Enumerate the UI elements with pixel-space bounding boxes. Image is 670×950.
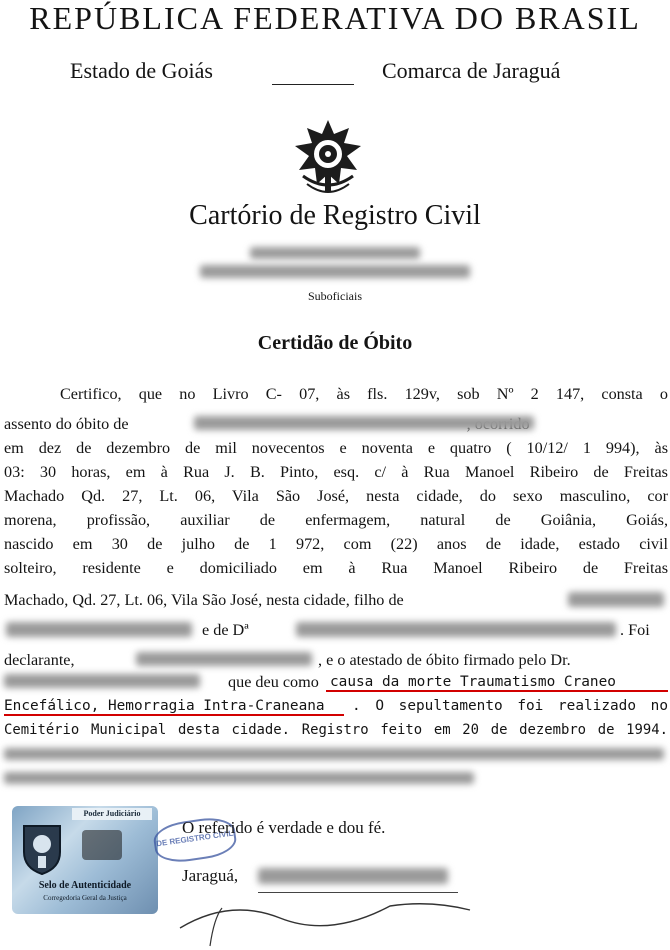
certificate-title: Certidão de Óbito <box>257 332 413 354</box>
redacted-name <box>4 674 200 688</box>
body-line: 03: 30 horas, em à Rua J. B. Pinto, esq. c/ à Rua Manoel Ribeiro de Freitas <box>4 463 668 481</box>
body-text: . Foi <box>620 621 650 639</box>
body-text: e de Dª <box>202 621 249 639</box>
office-name: Cartório de Registro Civil <box>189 200 481 231</box>
redacted-name <box>6 622 192 637</box>
cause-of-death-text: Encefálico, Hemorragia Intra-Craneana <box>4 698 325 714</box>
redacted-text <box>4 772 474 784</box>
comarca-label: Comarca de Jaraguá <box>382 58 561 83</box>
redacted-name <box>136 652 312 666</box>
redacted-text <box>4 748 664 760</box>
suboficiais-label: Suboficiais <box>308 289 362 303</box>
coat-of-arms-icon <box>289 118 367 200</box>
redacted-name <box>250 247 420 259</box>
body-text: Machado, Qd. 27, Lt. 06, Vila São José, nesta cidade, filho de <box>4 591 404 609</box>
signing-city: Jaraguá, <box>182 866 239 885</box>
cause-of-death-text: causa da morte Traumatismo Craneo <box>330 674 616 690</box>
body-text: que deu como <box>228 673 319 691</box>
document-title: REPÚBLICA FEDERATIVA DO BRASIL <box>29 0 641 36</box>
body-text: , e o atestado de óbito firmado pelo Dr. <box>318 651 571 669</box>
body-text: declarante, <box>4 651 75 669</box>
hologram-mark <box>82 830 122 860</box>
redacted-signature-name <box>258 868 448 884</box>
authenticity-seal <box>12 806 158 914</box>
body-line: Certifico, que no Livro C- 07, às fls. 129v, sob Nº 2 147, consta o <box>60 385 668 403</box>
body-text: . O sepultamento foi realizado no <box>352 698 668 714</box>
body-line: Cemitério Municipal desta cidade. Registro feito em 20 de dezembro de 1994. <box>4 722 668 738</box>
estado-label: Estado de Goiás <box>70 58 213 83</box>
seal-emblem-icon <box>18 822 66 876</box>
body-line: nascido em 30 de julho de 1 972, com (22) anos de idade, estado civil <box>4 535 668 553</box>
signature-scribble <box>170 888 500 948</box>
body-text: assento do óbito de <box>4 415 129 433</box>
redacted-name <box>200 265 470 278</box>
body-line: em dez de dezembro de mil novecentos e noventa e quatro ( 10/12/ 1 994), às <box>4 439 668 457</box>
seal-top-label: Poder Judiciário <box>72 808 152 820</box>
redacted-name <box>194 416 534 430</box>
body-line: morena, profissão, auxiliar de enfermagem, natural de Goiânia, Goiás, <box>4 511 668 529</box>
registry-stamp: DE REGISTRO CIVIL <box>152 814 239 865</box>
body-line: solteiro, residente e domiciliado em à Rua Manoel Ribeiro de Freitas <box>4 559 668 577</box>
seal-subtitle: Corregedoria Geral da Justiça <box>43 894 127 902</box>
underline-mark <box>326 690 668 692</box>
divider-line <box>272 84 354 85</box>
underline-mark <box>4 714 344 716</box>
redacted-name <box>568 592 664 607</box>
closing-statement: O referido é verdade e dou fé. <box>182 818 386 837</box>
seal-label: Selo de Autenticidade <box>38 880 132 891</box>
redacted-name <box>296 622 616 637</box>
body-line: Machado Qd. 27, Lt. 06, Vila São José, nesta cidade, do sexo masculino, cor <box>4 487 668 505</box>
